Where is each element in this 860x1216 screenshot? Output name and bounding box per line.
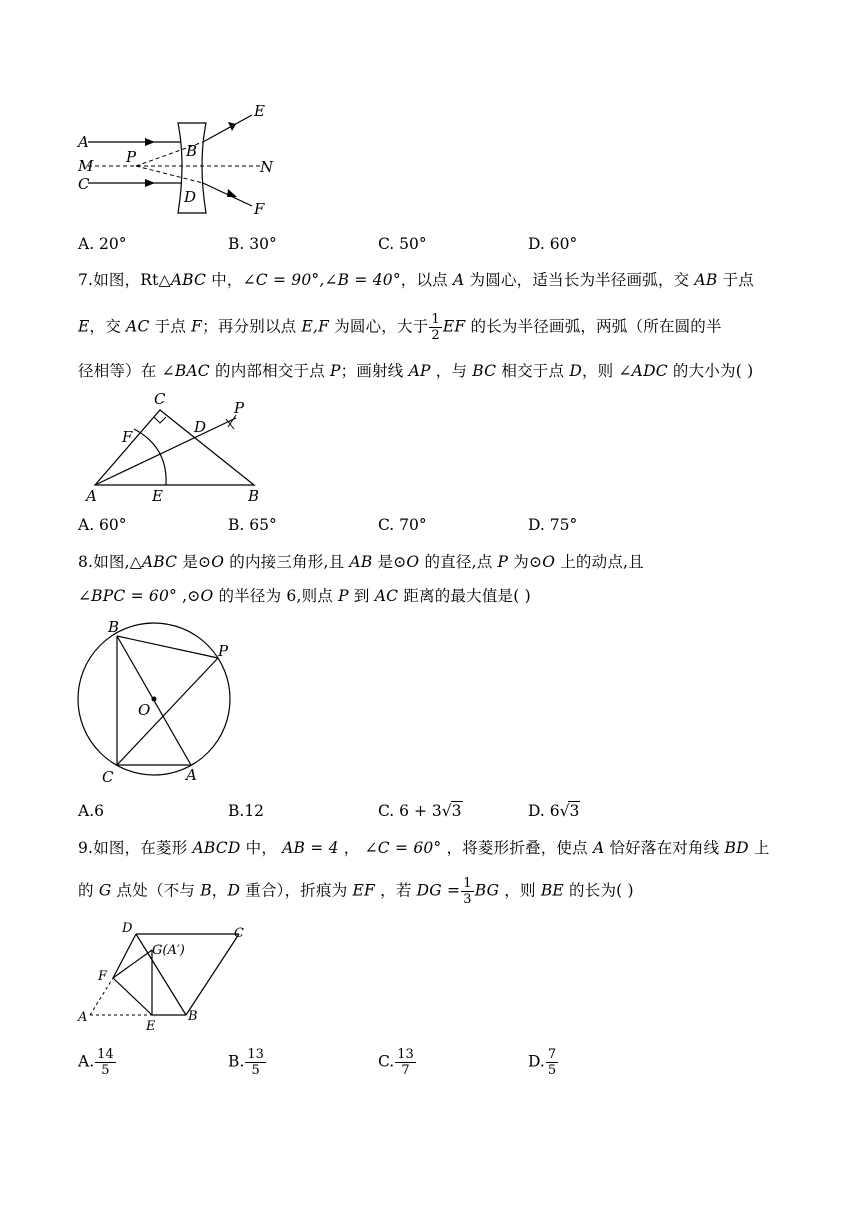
label-B: B [248, 487, 260, 505]
sqrt-sign: √ [559, 802, 570, 820]
label-N: N [260, 158, 274, 176]
label-C: C [102, 768, 114, 786]
q6-option-b[interactable]: B. 30° [228, 235, 277, 253]
label-G: G(A′) [152, 943, 185, 958]
triangle-bisector-figure [78, 385, 278, 510]
fold-FE [113, 978, 152, 1015]
label-M: M [78, 157, 94, 175]
segment-BP [117, 636, 218, 658]
center-dot [152, 697, 157, 702]
sqrt-sign: √ [441, 802, 452, 820]
fraction-one-third: $\frac{1}{3}$ [463, 876, 472, 907]
label-E: E [152, 487, 163, 505]
label-P: P [234, 399, 245, 417]
q7-line-2: E，交 AC 于点 F；再分别以点 E,F 为圆心，大于 $\frac{1}{2}$ EF 的长为半径画弧，两弧（所在圆的半 [78, 312, 722, 343]
q9-line-2: 的 G 点处（不与 B，D 重合），折痕为 EF ，若 DG = $\frac{1}{3}$ BG ，则 BE 的长为( ) [78, 876, 634, 907]
q7-line-3: 径相等）在 ∠BAC 的内部相交于点 P；画射线 AP ，与 BC 相交于点 D，则 ∠ADC 的大小为( ) [78, 362, 754, 380]
q9-option-a[interactable]: A. $\frac{14}{5}$ [78, 1047, 114, 1078]
q7-option-c[interactable]: C. 70° [378, 516, 427, 534]
label-D: D [122, 921, 133, 936]
q8-option-c[interactable]: C. 6 + 3√3 [378, 802, 462, 820]
q8-option-d[interactable]: D. 6√3 [528, 802, 580, 820]
label-E: E [254, 102, 265, 120]
q7-line-1: 7.如图，Rt△ABC 中，∠C = 90°,∠B = 40°，以点 A 为圆心，适当长为半径画弧，交 AB 于点 [78, 271, 754, 289]
q7-option-d[interactable]: D. 75° [528, 516, 578, 534]
label-C: C [78, 175, 90, 193]
label-A: A [186, 766, 197, 784]
q7-option-b[interactable]: B. 65° [228, 516, 277, 534]
label-A: A [78, 1010, 88, 1025]
label-C: C [234, 926, 244, 941]
q8-line-2: ∠BPC = 60° ,⊙O 的半径为 6,则点 P 到 AC 距离的最大值是( ) [78, 587, 531, 605]
ray-BE [203, 115, 252, 142]
q6-option-d[interactable]: D. 60° [528, 235, 578, 253]
label-P: P [218, 642, 229, 660]
label-B: B [108, 618, 120, 636]
fraction-one-half: $\frac{1}{2}$ [431, 312, 440, 343]
label-A: A [78, 133, 89, 151]
arc-EF [134, 429, 166, 485]
right-angle-mark [154, 417, 166, 423]
label-C: C [154, 390, 166, 408]
arrow-C [145, 179, 155, 187]
lens-figure [70, 98, 290, 223]
q6-option-c[interactable]: C. 50° [378, 235, 427, 253]
q7-option-a[interactable]: A. 60° [78, 516, 127, 534]
q9-option-c[interactable]: C. $\frac{13}{7}$ [378, 1047, 414, 1078]
label-F: F [254, 200, 265, 218]
q9-option-d[interactable]: D. $\frac{7}{5}$ [528, 1047, 557, 1078]
q8-line-1: 8.如图,△ABC 是⊙O 的内接三角形,且 AB 是⊙O 的直径,点 P 为⊙O 上的动点,且 [78, 553, 644, 571]
arrow-A [145, 138, 155, 146]
rhombus-fold-figure [74, 920, 254, 1038]
label-D: D [184, 188, 197, 206]
arrow-F [227, 189, 237, 197]
q8-option-b[interactable]: B.12 [228, 802, 265, 820]
label-E: E [146, 1019, 156, 1034]
q6-option-a[interactable]: A. 20° [78, 235, 127, 253]
label-P: P [126, 148, 137, 166]
arrow-E [228, 122, 236, 131]
segment-FG [113, 950, 152, 978]
circle-figure [70, 612, 250, 790]
label-F: F [122, 428, 133, 446]
label-O: O [138, 701, 151, 719]
q9-option-b[interactable]: B. $\frac{13}{5}$ [228, 1047, 264, 1078]
label-B: B [188, 1009, 198, 1024]
q8-option-a[interactable]: A.6 [78, 802, 104, 820]
q9-line-1: 9.如图，在菱形 ABCD 中， AB = 4 ， ∠C = 60° ，将菱形折叠，使点 A 恰好落在对角线 BD 上 [78, 839, 770, 857]
label-F: F [98, 969, 108, 984]
label-D: D [194, 418, 207, 436]
segment-PC [117, 658, 218, 765]
side-DF [113, 934, 136, 978]
label-A: A [86, 487, 97, 505]
label-B: B [186, 142, 198, 160]
side-CB [186, 934, 239, 1015]
